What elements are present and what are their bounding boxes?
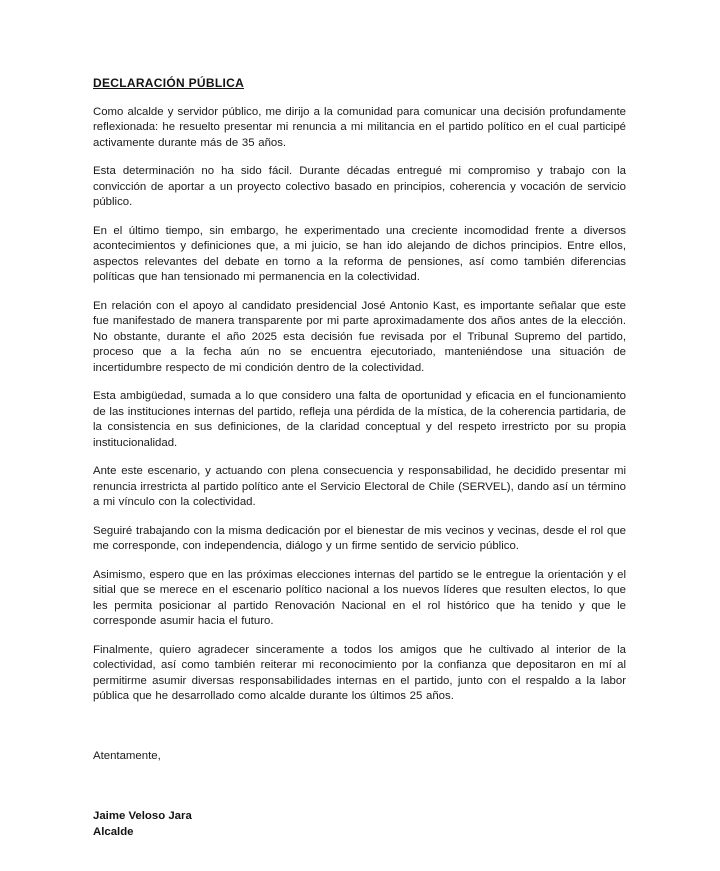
paragraph-ambiguedad: Esta ambigüedad, sumada a lo que considero una falta de oportunidad y eficacia en el funcionamiento de las instituciones internas del partido, refleja una pérdida de la mística, de la coherencia partidaria, de la consistencia en sus definiciones, de la claridad conceptual y del respeto irrestricto por su propia institucionalidad. [93,390,626,449]
paragraph-intro: Como alcalde y servidor público, me dirijo a la comunidad para comunicar una decisión profundamente reflexionada: he resuelto presentar mi renuncia a mi militancia en el partido político en el cual participé activamente durante más de 35 años. [93,105,626,149]
closing-salutation: Atentamente, [93,749,161,762]
paragraph-determinacion: Esta determinación no ha sido fácil. Durante décadas entregué mi compromiso y trabajo con la convicción de aportar a un proyecto colectivo basado en principios, coherencia y vocación de servicio público. [93,165,626,208]
paragraph-agradecimientos: Finalmente, quiero agradecer sinceramente a todos los amigos que he cultivado al interior de la colectividad, así como también reiterar mi reconocimiento por la confianza que depositaron en mí al permitirme asumir diversas responsabilidades internas en el partido, junto con el respaldo a la labor pública que he desarrollado como alcalde durante los últimos 25 años. [93,643,626,702]
signature-role: Alcalde [93,825,134,838]
paragraph-renuncia-servel: Ante este escenario, y actuando con plena consecuencia y responsabilidad, he decidido presentar mi renuncia irrestricta al partido político ante el Servicio Electoral de Chile (SERVEL), dando así un término a mi vínculo con la colectividad. [93,465,626,508]
paragraph-seguire-trabajando: Seguiré trabajando con la misma dedicación por el bienestar de mis vecinos y vecinas, desde el rol que me corresponde, con independencia, diálogo y un firme sentido de servicio público. [93,524,626,552]
signature-name: Jaime Veloso Jara [93,810,192,822]
document-title: DECLARACIÓN PÚBLICA [93,76,245,90]
paragraph-elecciones-internas: Asimismo, espero que en las próximas elecciones internas del partido se le entregue la orientación y el sitial que se merece en el escenario político nacional a los nuevos líderes que resulten electos, lo que les permita posicionar al partido Renovación Nacional en el rol histórico que ha tenido y que le corresponde asumir hacia el futuro. [93,568,626,627]
paragraph-apoyo-kast: En relación con el apoyo al candidato presidencial José Antonio Kast, es importante señalar que este fue manifestado de manera transparente por mi parte aproximadamente dos años antes de la elección. No obstante, durante el año 2025 esta decisión fue revisada por el Tribunal Supremo del partido, proceso que a la fecha aún no se encuentra ejecutoriado, manteniéndose una situación de incertidumbre respecto de mi condición dentro de la colectividad. [93,299,626,374]
signature-block [93,809,626,840]
paragraph-ultimo-tiempo: En el último tiempo, sin embargo, he experimentado una creciente incomodidad frente a diversos acontecimientos y definiciones que, a mi juicio, se han ido alejando de dichos principios. Entre ellos, aspectos relevantes del debate en torno a la reforma de pensiones, así como también diferencias políticas que han tensionado mi permanencia en la colectividad. [93,224,626,283]
